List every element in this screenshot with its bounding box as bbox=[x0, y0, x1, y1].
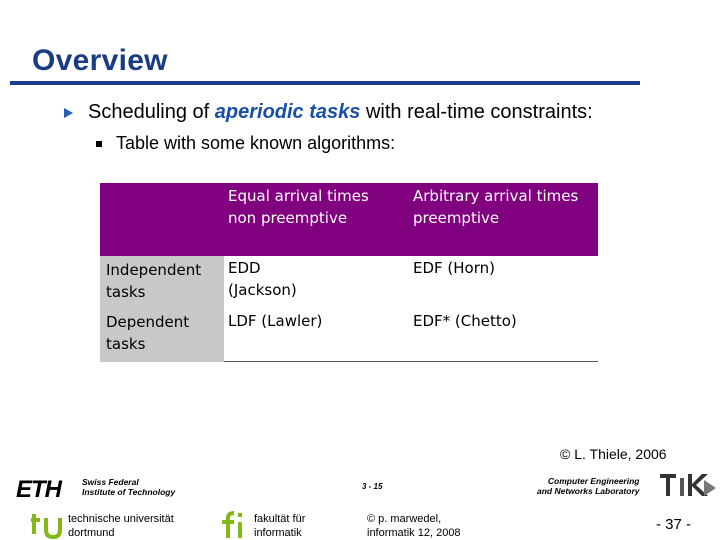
fi-text: fakultät für informatik bbox=[254, 513, 306, 539]
cell-independent-arbitrary: EDF (Horn) bbox=[413, 259, 495, 277]
copyright-note: © L. Thiele, 2006 bbox=[560, 446, 667, 462]
page-number: - 37 - bbox=[656, 516, 692, 533]
page-reference: 3 - 15 bbox=[362, 482, 383, 491]
cell-independent-equal: EDD (Jackson) bbox=[228, 259, 297, 299]
row-label-independent: Independent tasks bbox=[106, 261, 202, 301]
bullet-text-post: with real-time constraints: bbox=[360, 101, 593, 123]
cell-dependent-equal: LDF (Lawler) bbox=[228, 312, 323, 330]
tik-text: Computer Engineering and Networks Laboratory bbox=[537, 476, 640, 496]
row-label-dependent: Dependent tasks bbox=[106, 313, 190, 353]
fi-logo-icon bbox=[216, 510, 246, 540]
author-text: © p. marwedel, informatik 12, 2008 bbox=[367, 513, 461, 539]
bullet-main-text bbox=[88, 101, 593, 124]
eth-text: Swiss Federal Institute of Technology bbox=[82, 477, 176, 497]
algorithms-table bbox=[100, 183, 598, 362]
slide-title: Overview bbox=[32, 44, 168, 77]
cell-dependent-arbitrary: EDF* (Chetto) bbox=[413, 312, 517, 330]
col-header-equal: Equal arrival times non preemptive bbox=[228, 187, 369, 227]
bullet-sub-text: Table with some known algorithms: bbox=[116, 133, 396, 153]
bullet-arrow-icon bbox=[64, 108, 73, 118]
bullet-text-pre: Scheduling of bbox=[88, 101, 215, 123]
tu-text: technische universität dortmund bbox=[68, 513, 174, 539]
bullet-highlight: aperiodic tasks bbox=[214, 101, 361, 123]
eth-logo: ETH bbox=[16, 476, 61, 503]
col-header-arbitrary: Arbitrary arrival times preemptive bbox=[413, 187, 579, 227]
bullet-square-icon bbox=[96, 141, 102, 147]
table-bottom-border bbox=[224, 361, 598, 362]
tik-logo-icon bbox=[658, 470, 718, 500]
title-underline bbox=[10, 81, 640, 85]
tu-logo-icon bbox=[30, 510, 66, 540]
